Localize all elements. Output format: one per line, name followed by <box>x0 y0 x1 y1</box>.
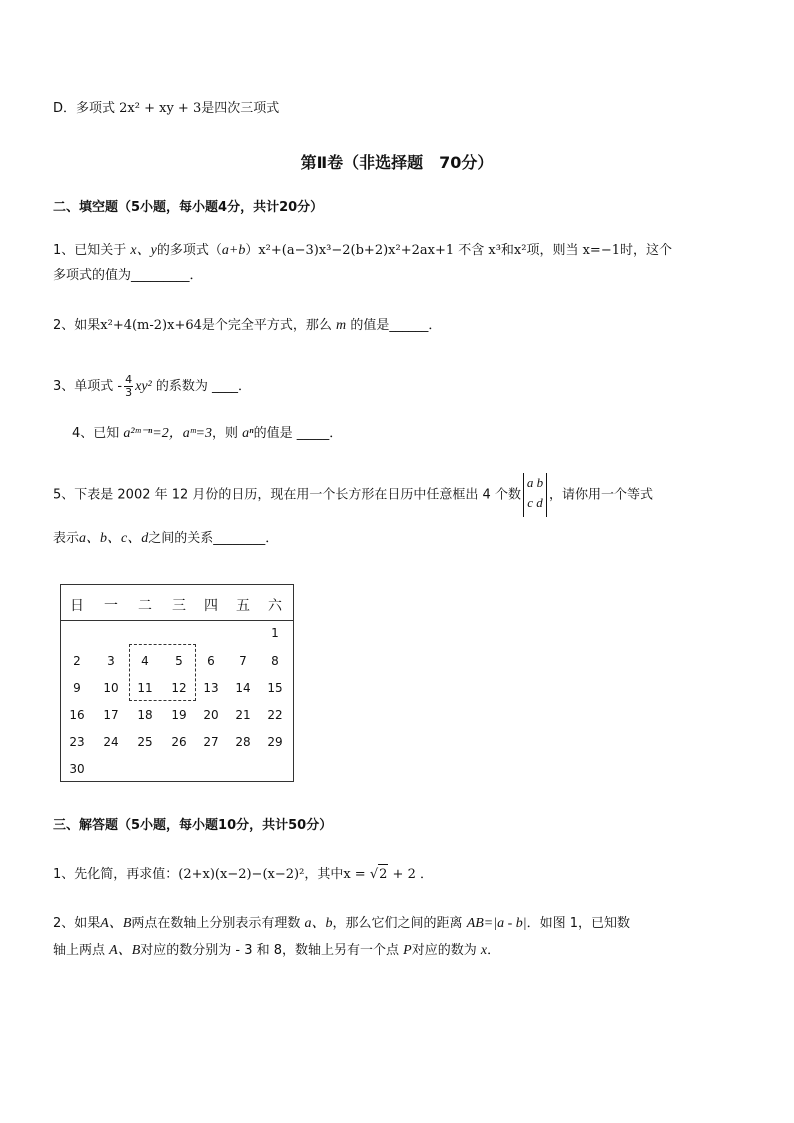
question-3: 3、单项式 - $\frac{4}{3}$ xy² 的系数为 ____． <box>53 373 252 399</box>
fraction: $\frac{4}{3}$ <box>125 373 133 399</box>
solve-question-2-line-1: 2、如果A、B两点在数轴上分别表示有理数 a、b，那么它们之间的距离 AB=|a - b|．如图 1，已知数 <box>53 916 631 931</box>
calendar-day-cell: 29 <box>267 735 283 749</box>
calendar-day-cell: 16 <box>69 708 85 722</box>
abcd-box: a b c d <box>523 473 547 517</box>
calendar-day-cell: 25 <box>137 735 153 749</box>
calendar-day-cell: 13 <box>203 681 219 695</box>
question-4: 4、已知 a²ᵐ⁻ⁿ=2，aᵐ=3，则 aⁿ的值是 _____． <box>72 426 343 441</box>
calendar-header-cell: 二 <box>138 598 152 614</box>
calendar-header-cell: 四 <box>204 598 218 614</box>
question-1-line-1: 1、已知关于 x、y的多项式（a+b）x²+(a−3)x³−2(b+2)x²+2ax+1 不含 x³和x²项，则当 x=−1时，这个 <box>53 243 672 258</box>
calendar-day-cell: 17 <box>103 708 119 722</box>
calendar-header-cell: 日 <box>70 598 84 614</box>
calendar-day-cell: 9 <box>73 681 81 695</box>
calendar-day-cell: 21 <box>235 708 251 722</box>
calendar-day-cell: 2 <box>73 654 81 668</box>
calendar-day-cell: 7 <box>239 654 247 668</box>
sqrt-symbol: √ <box>369 867 379 882</box>
calendar-day-cell: 19 <box>171 708 187 722</box>
section-3-title: 三、解答题（5小题，每小题10分，共计50分） <box>53 818 333 833</box>
calendar-day-cell: 14 <box>235 681 251 695</box>
calendar-day-cell: 3 <box>107 654 115 668</box>
calendar-day-cell: 15 <box>267 681 283 695</box>
question-2: 2、如果x²+4(m-2)x+64是个完全平方式，那么 m 的值是______． <box>53 318 442 333</box>
calendar-day-cell: 20 <box>203 708 219 722</box>
section-2-title: 二、填空题（5小题，每小题4分，共计20分） <box>53 200 324 215</box>
option-d: D．多项式 2x² + xy + 3是四次三项式 <box>53 101 280 116</box>
calendar-day-cell: 11 <box>137 681 153 695</box>
calendar-day-cell: 4 <box>141 654 149 668</box>
calendar-day-cell: 28 <box>235 735 251 749</box>
calendar-header-cell: 一 <box>104 598 118 614</box>
calendar-day-cell: 1 <box>271 626 279 640</box>
dashed-selection-box <box>129 644 196 701</box>
calendar-day-cell: 23 <box>69 735 85 749</box>
calendar-day-cell: 22 <box>267 708 283 722</box>
polynomial-expression: 2x² + xy + 3 <box>119 101 202 116</box>
calendar-day-cell: 26 <box>171 735 187 749</box>
calendar-day-cell: 24 <box>103 735 119 749</box>
calendar-header-divider <box>61 620 293 621</box>
solve-question-1: 1、先化简，再求值：(2+x)(x−2)−(x−2)²，其中x = √2 + 2 ． <box>53 864 433 885</box>
part-title: 第Ⅱ卷（非选择题 70分） <box>300 153 494 172</box>
calendar-header-cell: 六 <box>268 598 282 614</box>
calendar-day-cell: 18 <box>137 708 153 722</box>
solve-question-2-line-2: 轴上两点 A、B对应的数分别为 - 3 和 8，数轴上另有一个点 P对应的数为 x． <box>53 943 501 958</box>
calendar-day-cell: 5 <box>175 654 183 668</box>
question-1-line-2: 多项式的值为_________． <box>53 268 203 283</box>
calendar-header-cell: 三 <box>172 598 186 614</box>
question-5-line-1: 5、下表是 2002 年 12 月份的日历，现在用一个长方形在日历中任意框出 4 个数a b c d ，请你用一个等式 <box>53 473 653 518</box>
calendar-day-cell: 10 <box>103 681 119 695</box>
calendar-day-cell: 8 <box>271 654 279 668</box>
calendar-day-cell: 6 <box>207 654 215 668</box>
calendar-day-cell: 27 <box>203 735 219 749</box>
calendar-day-cell: 12 <box>171 681 187 695</box>
question-5-line-2: 表示a、b、c、d之间的关系________． <box>53 531 279 546</box>
calendar-header-cell: 五 <box>236 598 250 614</box>
calendar-day-cell: 30 <box>69 762 85 776</box>
